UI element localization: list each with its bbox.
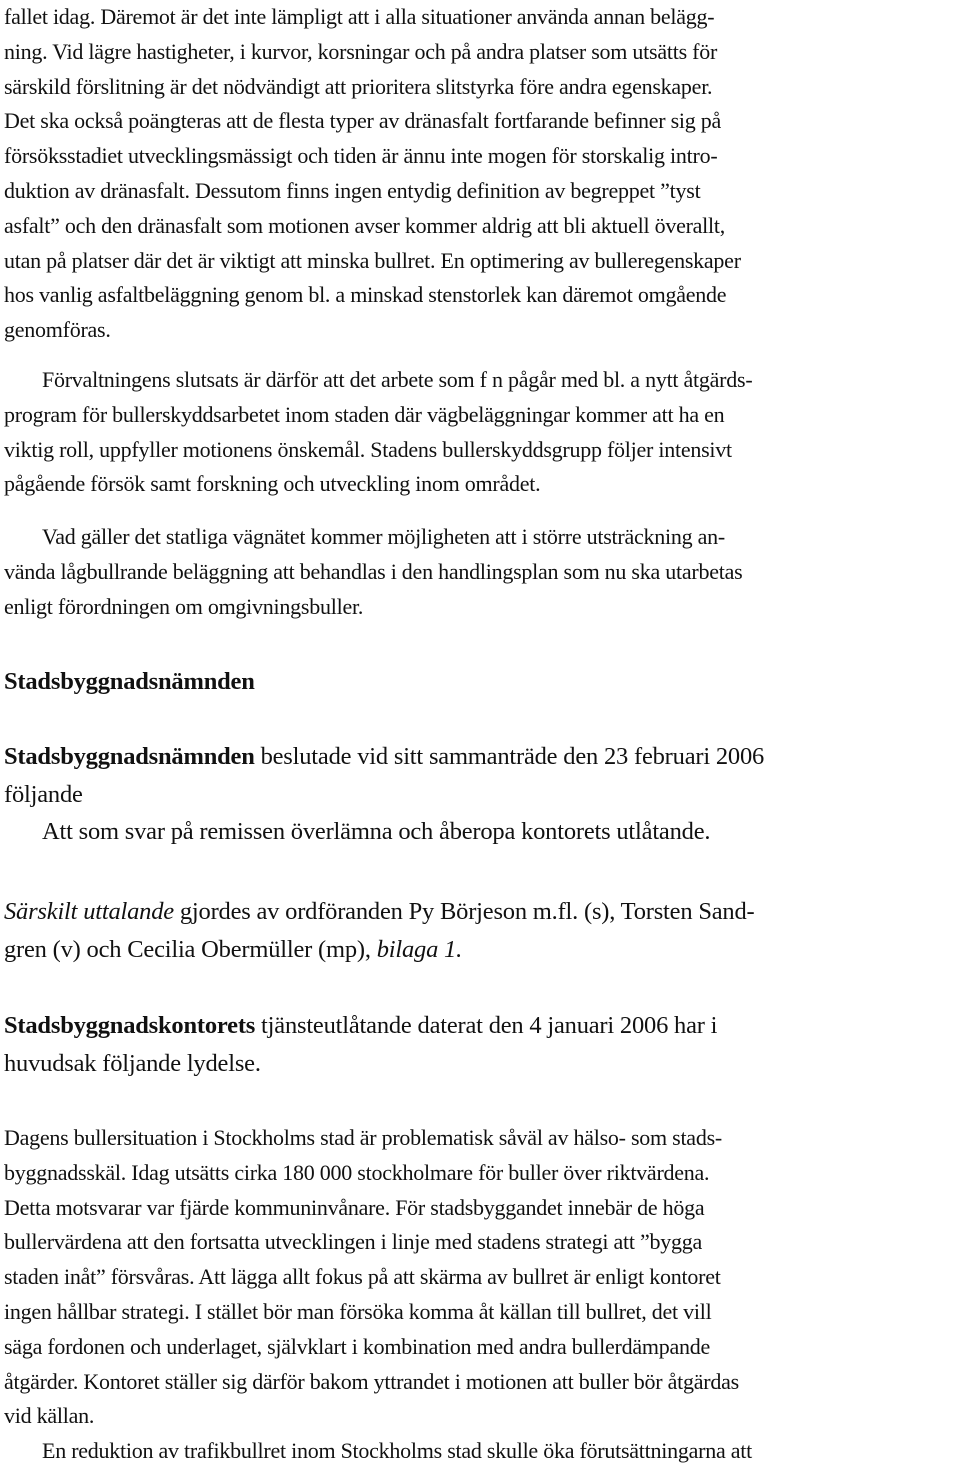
text-line: vända lågbullrande beläggning att behandlas i den handlingsplan som nu ska utarbetas (4, 558, 743, 584)
statement-block (4, 893, 956, 968)
office-name: Stadsbyggnadskontorets (4, 1012, 256, 1039)
text-line: bullervärdena att den fortsatta utvecklingen i linje med stadens strategi att ”bygga (4, 1229, 703, 1255)
text-line: Förvaltningens slutsats är därför att det arbete som f n pågår med bl. a nytt åtgärds- (42, 367, 753, 392)
decision-text: beslutade vid sitt sammanträde den 23 februari 2006 (254, 743, 765, 770)
paragraph-state-roads (4, 520, 956, 624)
section-heading (4, 663, 956, 701)
text-line: utan på platser där det är viktigt att minska bullret. En optimering av bulleregenskaper (4, 247, 741, 273)
text-line: pågående försök samt forskning och utveckling inom området. (4, 471, 541, 497)
text-line: huvudsak följande lydelse. (4, 1049, 261, 1077)
text-line: enligt förordningen om omgivningsbuller. (4, 593, 364, 619)
text-line: åtgärder. Kontoret ställer sig därför bakom yttrandet i motionen att buller bör åtgärdas (4, 1368, 739, 1394)
text-line: säga fordonen och underlaget, självklart i kombination med andra bullerdämpande (4, 1333, 711, 1359)
text-line: duktion av dränasfalt. Dessutom finns ingen entydig definition av begreppet ”tyst (4, 177, 701, 203)
statement-label: Särskilt uttalande (4, 898, 174, 925)
text-line (4, 893, 956, 931)
text-line: särskild förslitning är det nödvändigt att prioritera slitstyrka före andra egenskaper. (4, 73, 713, 99)
text-line: Det ska också poängteras att de flesta typer av dränasfalt fortfarande befinner sig på (4, 108, 722, 134)
paragraph-drainage-asphalt (4, 0, 956, 348)
text-line: program för bullerskyddsarbetet inom staden där vägbeläggningar kommer att ha en (4, 401, 725, 427)
text-line: En reduktion av trafikbullret inom Stockholms stad skulle öka förutsättningarna att (42, 1438, 752, 1464)
committee-name: Stadsbyggnadsnämnden (4, 743, 255, 770)
text-line (4, 738, 956, 776)
text-line (4, 1007, 956, 1045)
text-line: Dagens bullersituation i Stockholms stad är problematisk såväl av hälso- som stads- (4, 1125, 722, 1150)
paragraph-conclusion (4, 363, 956, 502)
text-line: Detta motsvarar var fjärde kommuninvånare. För stadsbyggandet innebär de höga (4, 1194, 705, 1220)
paragraph-noise-situation (4, 1121, 956, 1469)
text-line: staden inåt” försvåras. Att lägga allt fokus på att skärma av bullret är enligt kontoret (4, 1264, 721, 1290)
text-line: ingen hållbar strategi. I stället bör man försöka komma åt källan till bullret, det vill (4, 1298, 712, 1324)
text-line (4, 931, 956, 969)
text-line: Att som svar på remissen överlämna och åberopa kontorets utlåtande. (42, 818, 711, 845)
text-line: hos vanlig asfaltbeläggning genom bl. a minskad stenstorlek kan däremot omgående (4, 282, 727, 308)
office-block (4, 1007, 956, 1082)
text-line: genomföras. (4, 317, 111, 343)
text-line: följande (4, 780, 83, 808)
text-line: Vad gäller det statliga vägnätet kommer möjligheten att i större utsträckning an- (42, 524, 725, 549)
statement-text: gren (v) och Cecilia Obermüller (mp), (4, 935, 377, 963)
decision-block (4, 738, 956, 851)
statement-text: gjordes av ordföranden Py Börjeson m.fl. (s), Torsten Sand- (173, 898, 755, 925)
page-title: Stadsbyggnadsnämnden (4, 668, 255, 695)
office-text: tjänsteutlåtande daterat den 4 januari 2006 har i (255, 1012, 718, 1039)
attachment-reference: bilaga 1. (376, 935, 463, 963)
text-line: försöksstadiet utvecklingsmässigt och tiden är ännu inte mogen för storskalig intro- (4, 143, 718, 169)
text-line: vid källan. (4, 1403, 95, 1429)
text-line: byggnadsskäl. Idag utsätts cirka 180 000 stockholmare för buller över riktvärdena. (4, 1159, 710, 1185)
text-line: asfalt” och den dränasfalt som motionen avser kommer aldrig att bli aktuell överallt, (4, 212, 726, 238)
text-line: fallet idag. Däremot är det inte lämpligt att i alla situationer använda annan belägg- (4, 4, 715, 29)
text-line: viktig roll, uppfyller motionens önskemål. Stadens bullerskyddsgrupp följer intensivt (4, 436, 732, 462)
text-line: ning. Vid lägre hastigheter, i kurvor, korsningar och på andra platser som utsätts för (4, 38, 718, 64)
